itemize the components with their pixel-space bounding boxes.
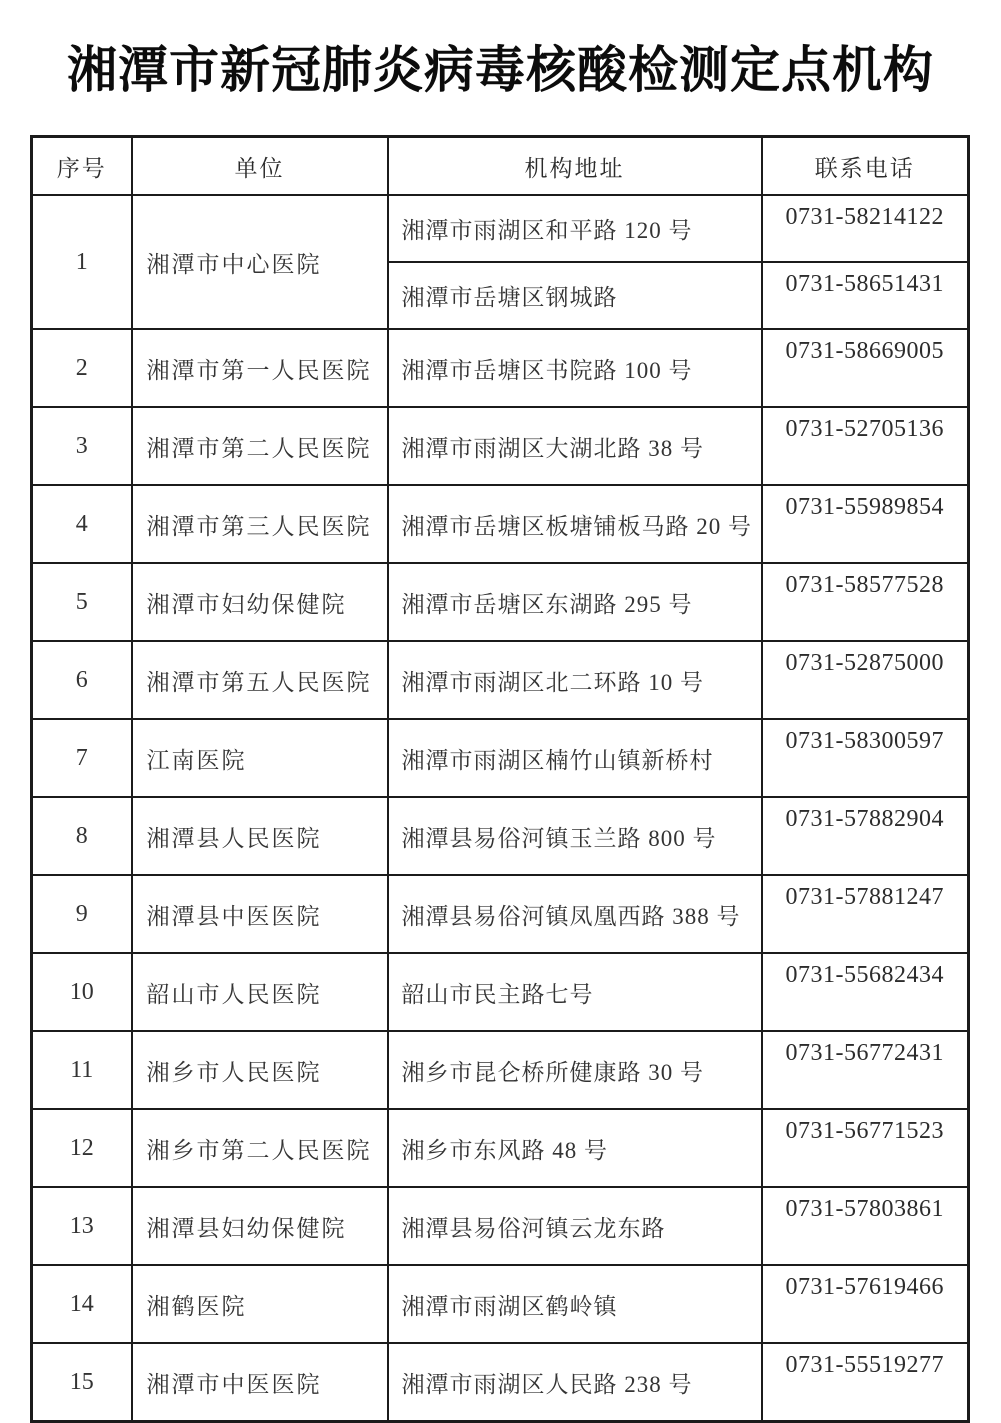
- row-index-cell: 13: [32, 1187, 132, 1265]
- unit-cell: 湘乡市人民医院: [132, 1031, 388, 1109]
- institutions-table: [30, 135, 970, 1423]
- phone-cell: 0731-58214122: [762, 195, 969, 262]
- address-cell: 湘乡市东风路 48 号: [388, 1109, 762, 1187]
- table-row: [32, 641, 969, 719]
- table-header-row: [32, 137, 969, 196]
- unit-cell: 湘潭市第五人民医院: [132, 641, 388, 719]
- table-row: [32, 329, 969, 407]
- unit-cell: 湘潭市中心医院: [132, 195, 388, 329]
- table-row: [32, 875, 969, 953]
- table-row: [32, 719, 969, 797]
- address-cell: 湘潭市岳塘区东湖路 295 号: [388, 563, 762, 641]
- address-cell: 湘乡市昆仑桥所健康路 30 号: [388, 1031, 762, 1109]
- phone-cell: 0731-57619466: [762, 1265, 969, 1343]
- row-index-cell: 2: [32, 329, 132, 407]
- unit-cell: 湘潭县中医医院: [132, 875, 388, 953]
- unit-cell: 湘潭县人民医院: [132, 797, 388, 875]
- row-index-cell: 1: [32, 195, 132, 329]
- address-cell: 湘潭市岳塘区板塘铺板马路 20 号: [388, 485, 762, 563]
- address-cell: 湘潭县易俗河镇云龙东路: [388, 1187, 762, 1265]
- table-body: [32, 195, 969, 1422]
- address-cell: 韶山市民主路七号: [388, 953, 762, 1031]
- row-index-cell: 3: [32, 407, 132, 485]
- unit-cell: 湘潭县妇幼保健院: [132, 1187, 388, 1265]
- table-row: [32, 563, 969, 641]
- row-index-cell: 15: [32, 1343, 132, 1422]
- table-row: [32, 195, 969, 262]
- row-index-cell: 9: [32, 875, 132, 953]
- unit-cell: 韶山市人民医院: [132, 953, 388, 1031]
- address-cell: 湘潭市岳塘区书院路 100 号: [388, 329, 762, 407]
- address-cell: 湘潭市雨湖区北二环路 10 号: [388, 641, 762, 719]
- phone-cell: 0731-57803861: [762, 1187, 969, 1265]
- unit-cell: 湘乡市第二人民医院: [132, 1109, 388, 1187]
- address-cell: 湘潭市雨湖区人民路 238 号: [388, 1343, 762, 1422]
- unit-cell: 江南医院: [132, 719, 388, 797]
- phone-cell: 0731-58577528: [762, 563, 969, 641]
- phone-cell: 0731-55989854: [762, 485, 969, 563]
- row-index-cell: 7: [32, 719, 132, 797]
- address-cell: 湘潭市雨湖区鹤岭镇: [388, 1265, 762, 1343]
- phone-cell: 0731-57882904: [762, 797, 969, 875]
- phone-cell: 0731-56772431: [762, 1031, 969, 1109]
- address-cell: 湘潭县易俗河镇凤凰西路 388 号: [388, 875, 762, 953]
- unit-cell: 湘潭市第一人民医院: [132, 329, 388, 407]
- phone-cell: 0731-52705136: [762, 407, 969, 485]
- row-index-cell: 4: [32, 485, 132, 563]
- phone-cell: 0731-58300597: [762, 719, 969, 797]
- table-row: [32, 1187, 969, 1265]
- row-index-cell: 14: [32, 1265, 132, 1343]
- col-header-index: 序号: [32, 137, 132, 196]
- phone-cell: 0731-55519277: [762, 1343, 969, 1422]
- table-row: [32, 1343, 969, 1422]
- row-index-cell: 10: [32, 953, 132, 1031]
- row-index-cell: 12: [32, 1109, 132, 1187]
- table-row: [32, 407, 969, 485]
- unit-cell: 湘潭市第三人民医院: [132, 485, 388, 563]
- page-title: 湘潭市新冠肺炎病毒核酸检测定点机构: [67, 42, 934, 98]
- row-index-cell: 5: [32, 563, 132, 641]
- address-cell: 湘潭市雨湖区大湖北路 38 号: [388, 407, 762, 485]
- unit-cell: 湘潭市第二人民医院: [132, 407, 388, 485]
- phone-cell: 0731-57881247: [762, 875, 969, 953]
- address-cell: 湘潭市雨湖区楠竹山镇新桥村: [388, 719, 762, 797]
- phone-cell: 0731-58669005: [762, 329, 969, 407]
- table-row: [32, 1265, 969, 1343]
- address-cell: 湘潭市岳塘区钢城路: [388, 262, 762, 329]
- table-row: [32, 953, 969, 1031]
- phone-cell: 0731-58651431: [762, 262, 969, 329]
- row-index-cell: 11: [32, 1031, 132, 1109]
- address-cell: 湘潭市雨湖区和平路 120 号: [388, 195, 762, 262]
- address-cell: 湘潭县易俗河镇玉兰路 800 号: [388, 797, 762, 875]
- phone-cell: 0731-56771523: [762, 1109, 969, 1187]
- col-header-phone: 联系电话: [762, 137, 969, 196]
- unit-cell: 湘潭市妇幼保健院: [132, 563, 388, 641]
- table-row: [32, 1031, 969, 1109]
- phone-cell: 0731-52875000: [762, 641, 969, 719]
- row-index-cell: 6: [32, 641, 132, 719]
- unit-cell: 湘潭市中医医院: [132, 1343, 388, 1422]
- table-row: [32, 1109, 969, 1187]
- row-index-cell: 8: [32, 797, 132, 875]
- col-header-unit: 单位: [132, 137, 388, 196]
- col-header-address: 机构地址: [388, 137, 762, 196]
- table-row: [32, 797, 969, 875]
- unit-cell: 湘鹤医院: [132, 1265, 388, 1343]
- phone-cell: 0731-55682434: [762, 953, 969, 1031]
- table-row: [32, 485, 969, 563]
